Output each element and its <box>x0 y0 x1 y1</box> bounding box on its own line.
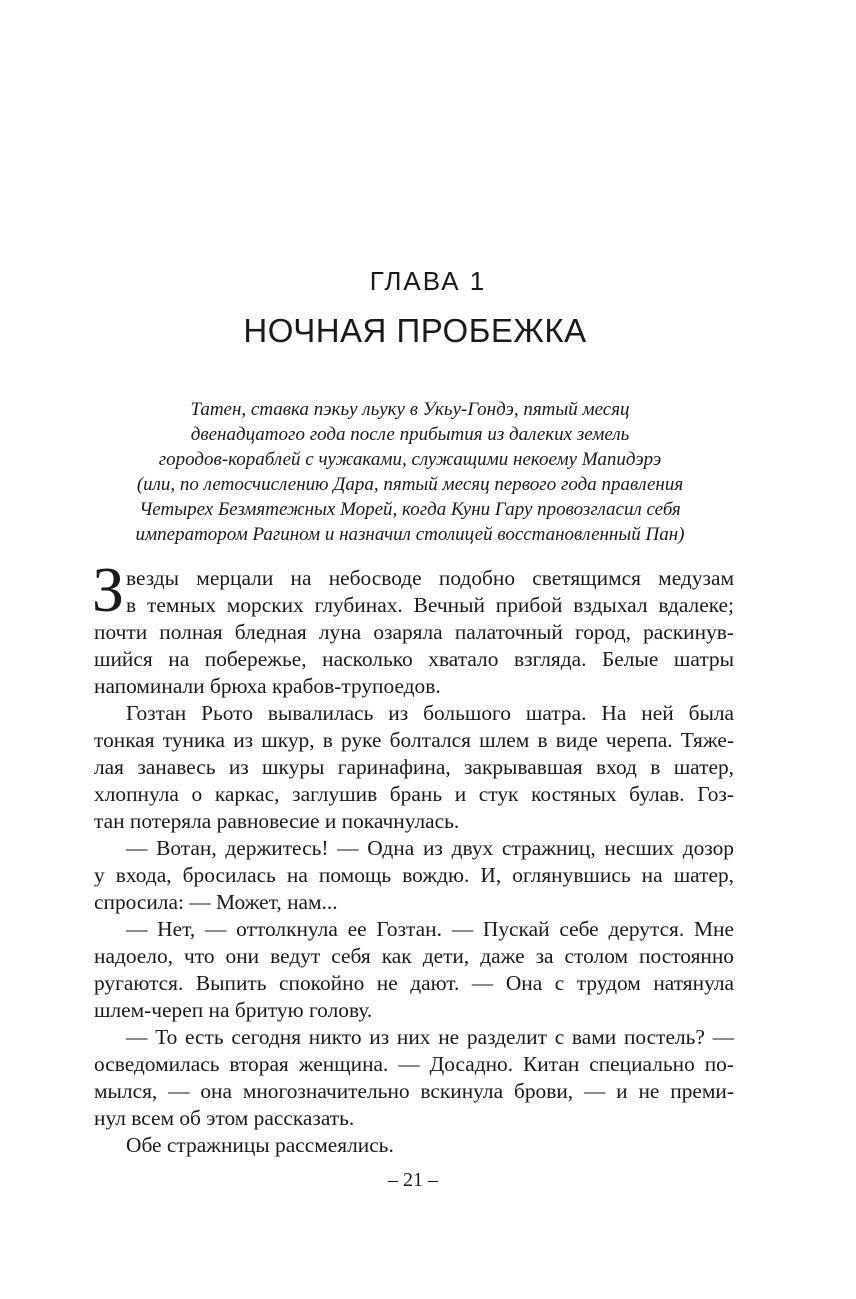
epigraph-line: Татен, ставка пэкьу льуку в Укьу-Гондэ, пятый месяц <box>190 399 630 420</box>
paragraph <box>94 916 734 1024</box>
text-line: хлопнула о каркас, заглушив брань и стук костяных булав. Гоз- <box>94 782 734 806</box>
drop-cap: З <box>92 554 125 625</box>
epigraph <box>100 397 720 547</box>
epigraph-line: двенадцатого года после прибытия из далеких земель <box>190 424 630 445</box>
text-line: у входа, бросилась на помощь вождю. И, оглянувшись на шатер, <box>94 863 734 887</box>
text-line: тан потеряла равновесие и покачнулась. <box>94 809 460 833</box>
text-line: надоело, что они ведут себя как дети, даже за столом постоянно <box>94 944 734 968</box>
epigraph-line: (или, по летосчислению Дара, пятый месяц первого года правления <box>136 474 684 495</box>
text-line: почти полная бледная луна озаряла палаточный город, раскинув- <box>94 620 734 644</box>
text-line: везды мерцали на небосводе подобно светящимся медузам <box>126 566 734 590</box>
text-line: тонкая туника из шкур, в руке болтался шлем в виде черепа. Тяже- <box>94 728 734 752</box>
text-line: спросила: — Может, нам... <box>94 890 338 914</box>
text-line: Гозтан Рьото вывалилась из большого шатра. На ней была <box>126 701 734 725</box>
text-line: лая занавесь из шкуры гаринафина, закрывавшая вход в шатер, <box>94 755 734 779</box>
text-line: шлем-череп на бритую голову. <box>94 998 373 1022</box>
body-text <box>92 554 734 1159</box>
epigraph-line: Четырех Безмятежных Морей, когда Куни Гару провозгласил себя <box>139 499 681 520</box>
epigraph-line: городов-кораблей с чужаками, служащими некоему Мапидэрэ <box>158 449 662 470</box>
paragraph <box>94 1132 734 1159</box>
text-line: — То есть сегодня никто из них не разделит с вами постель? — <box>126 1025 734 1049</box>
text-line: в темных морских глубинах. Вечный прибой вздыхал вдалеке; <box>126 593 734 617</box>
paragraph <box>92 554 734 700</box>
text-line: осведомилась вторая женщина. — Досадно. Китан специально по- <box>94 1052 734 1076</box>
epigraph-line: императором Рагином и назначил столицей восстановленный Пан) <box>135 524 685 545</box>
chapter-label: ГЛАВА 1 <box>369 266 487 296</box>
paragraph <box>94 1024 734 1132</box>
paragraph <box>94 835 734 916</box>
text-line: шийся на побережье, насколько хватало взгляда. Белые шатры <box>94 647 734 671</box>
text-line: нул всем об этом рассказать. <box>94 1106 355 1130</box>
text-line: мылся, — она многозначительно вскинула брови, — и не преми- <box>94 1079 734 1103</box>
text-line: — Вотан, держитесь! — Одна из двух стражниц, несших дозор <box>126 836 734 860</box>
text-line: ругаются. Выпить спокойно не дают. — Она с трудом натянула <box>94 971 734 995</box>
text-line: Обе стражницы рассмеялись. <box>126 1133 394 1157</box>
text-line: — Нет, — оттолкнула ее Гозтан. — Пускай себе дерутся. Мне <box>126 917 734 941</box>
page-number: – 21 – <box>388 1169 438 1191</box>
paragraph <box>94 700 734 835</box>
chapter-title: НОЧНАЯ ПРОБЕЖКА <box>243 312 587 349</box>
text-line: напоминали брюха крабов-трупоедов. <box>94 674 441 698</box>
